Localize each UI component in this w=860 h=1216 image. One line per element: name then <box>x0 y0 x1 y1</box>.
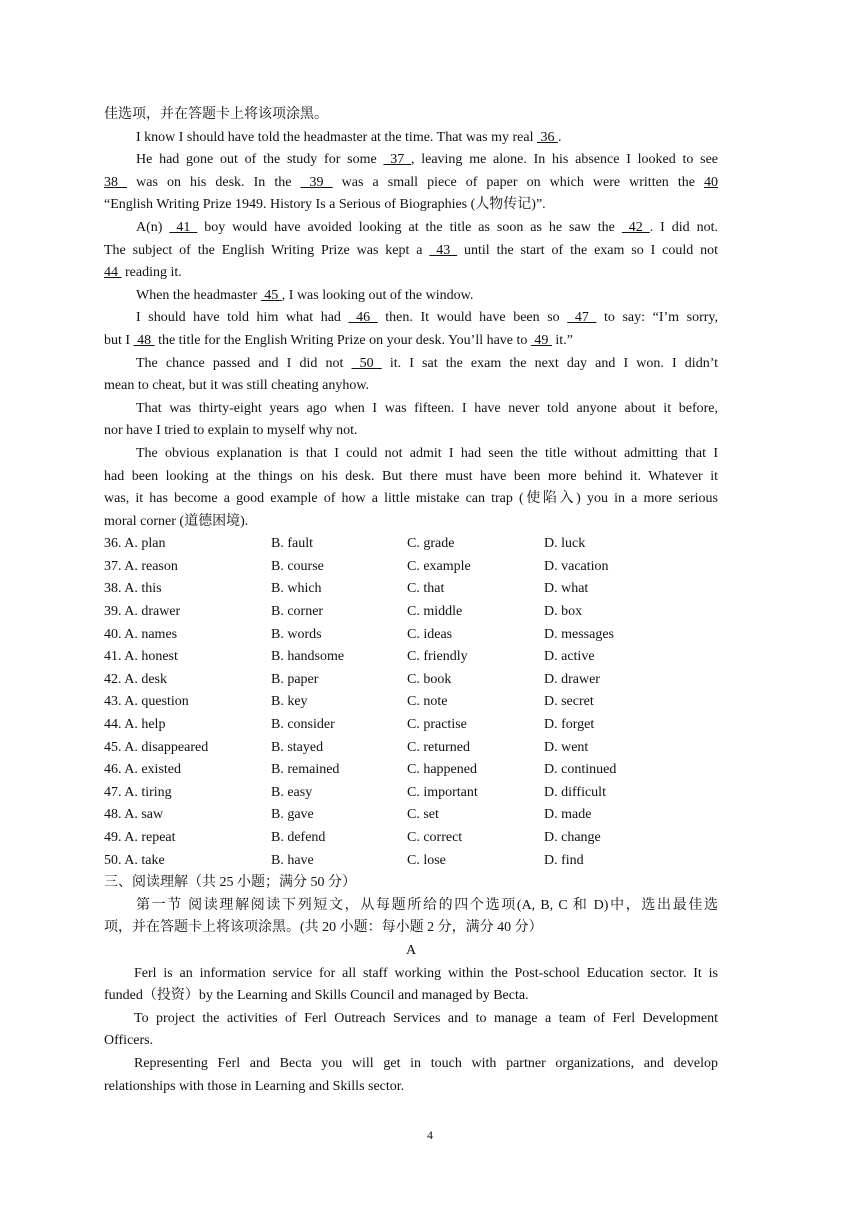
option-choice: D. went <box>544 739 589 755</box>
option-choice: B. paper <box>271 671 319 687</box>
option-choice: B. handsome <box>271 649 345 665</box>
option-row <box>104 601 718 624</box>
option-choice: 50. A. take <box>104 852 165 868</box>
option-choice: B. key <box>271 694 308 710</box>
text-line: “English Writing Prize 1949. History Is a Serious of Biographies (人物传记)”. <box>104 197 546 213</box>
options-table <box>104 533 718 872</box>
blank-39: 39 <box>300 174 333 190</box>
text-line: To project the activities of Ferl Outreach Services and to manage a team of Ferl Development <box>134 1010 718 1026</box>
option-choice: C. important <box>407 784 478 800</box>
option-row <box>104 646 718 669</box>
text-line: relationships with those in Learning and Skills sector. <box>104 1078 405 1094</box>
text-line: 38 was on his desk. In the 39 was a small piece of paper on which were written the 40 <box>104 174 719 190</box>
option-row <box>104 624 718 647</box>
option-choice: D. find <box>544 852 584 868</box>
blank-43: 43 <box>429 242 458 258</box>
text-line: I know I should have told the headmaster at the time. That was my real 36 . <box>136 129 562 145</box>
option-row <box>104 782 718 805</box>
text-line: The obvious explanation is that I could not admit I had seen the title without admitting that I <box>136 445 718 461</box>
section-instructions: 项，并在答题卡上将该项涂黑。(共 20 小题：每小题 2 分，满分 40 分） <box>104 920 543 936</box>
option-choice: C. friendly <box>407 649 468 665</box>
option-choice: B. which <box>271 581 322 597</box>
option-choice: 43. A. question <box>104 694 189 710</box>
option-choice: B. stayed <box>271 739 324 755</box>
option-choice: B. consider <box>271 717 335 733</box>
option-row <box>104 691 718 714</box>
option-choice: 36. A. plan <box>104 536 166 552</box>
text-line: 佳选项，并在答题卡上将该项涂黑。 <box>104 107 328 122</box>
option-choice: D. change <box>544 830 601 845</box>
blank-42: 42 <box>621 219 650 235</box>
option-row <box>104 669 718 692</box>
section-instructions: 第一节 阅读理解阅读下列短文，从每题所给的四个选项(A, B, C 和 D)中，选出最佳选 <box>136 897 718 913</box>
text-line: I should have told him what had 46 then. It would have been so 47 to say: “I’m sorry, <box>136 310 718 326</box>
option-choice: B. corner <box>271 604 324 620</box>
option-choice: D. difficult <box>544 784 606 800</box>
text-line: mean to cheat, but it was still cheating anyhow. <box>104 378 370 394</box>
option-choice: D. made <box>544 807 592 823</box>
option-choice: 42. A. desk <box>104 671 167 687</box>
section-heading: 三、阅读理解（共 25 小题；满分 50 分） <box>104 875 356 891</box>
option-choice: C. returned <box>407 739 470 755</box>
option-choice: D. drawer <box>544 671 600 687</box>
text-line: nor have I tried to explain to myself why not. <box>104 423 358 439</box>
option-choice: C. practise <box>407 717 467 733</box>
passage-label: A <box>405 942 417 958</box>
option-choice: B. easy <box>271 784 313 800</box>
text-line: The chance passed and I did not 50 it. I sat the exam the next day and I won. I didn’t <box>136 355 718 371</box>
text-line: had been looking at the things on his desk. But there must have been more behind it. Whatever it <box>104 468 718 484</box>
option-choice: B. remained <box>271 762 340 778</box>
option-choice: C. grade <box>407 536 455 552</box>
text-line: Officers. <box>104 1033 154 1049</box>
blank-46: 46 <box>348 310 378 326</box>
blank-40: 40 <box>704 174 719 190</box>
text-line: but I 48 the title for the English Writing Prize on your desk. You’ll have to 49 it.” <box>104 332 573 348</box>
option-choice: C. book <box>407 671 452 687</box>
option-choice: B. have <box>271 852 314 868</box>
blank-38: 38 <box>104 174 128 190</box>
blank-41: 41 <box>169 219 198 235</box>
option-choice: C. example <box>407 558 471 574</box>
blank-47: 47 <box>567 310 597 326</box>
text-line: 44 reading it. <box>104 265 182 281</box>
option-choice: C. middle <box>407 604 463 620</box>
option-row <box>104 850 718 873</box>
option-row <box>104 714 718 737</box>
option-choice: 45. A. disappeared <box>104 739 209 755</box>
text-line: A(n) 41 boy would have avoided looking at the title as soon as he saw the 42 . I did not. <box>136 219 718 235</box>
option-choice: 44. A. help <box>104 717 166 733</box>
option-choice: B. course <box>271 558 324 574</box>
option-choice: C. happened <box>407 762 477 778</box>
option-choice: B. fault <box>271 536 313 552</box>
option-choice: B. gave <box>271 807 314 823</box>
option-choice: 48. A. saw <box>104 807 164 823</box>
option-row <box>104 533 718 556</box>
option-choice: 40. A. names <box>104 626 178 642</box>
blank-36: 36 <box>536 129 558 145</box>
option-choice: D. active <box>544 649 595 665</box>
option-row <box>104 578 718 601</box>
document-page <box>104 104 718 1098</box>
option-choice: C. ideas <box>407 626 453 642</box>
option-choice: D. what <box>544 581 589 597</box>
option-choice: 37. A. reason <box>104 558 178 574</box>
text-line: When the headmaster 45 , I was looking out of the window. <box>136 287 474 303</box>
option-choice: C. note <box>407 694 448 710</box>
option-choice: D. continued <box>544 762 617 778</box>
blank-50: 50 <box>351 355 382 371</box>
blank-48: 48 <box>133 332 155 348</box>
option-choice: D. secret <box>544 694 594 710</box>
page-number: 4 <box>427 1128 433 1142</box>
text-line: Ferl is an information service for all staff working within the Post-school Education sector. It is <box>134 965 718 981</box>
option-row <box>104 556 718 579</box>
blank-37: 37 <box>383 152 411 168</box>
option-choice: 41. A. honest <box>104 649 178 665</box>
option-choice: D. vacation <box>544 558 609 574</box>
option-row <box>104 804 718 827</box>
option-choice: C. correct <box>407 830 463 845</box>
option-choice: C. set <box>407 807 439 823</box>
option-choice: B. defend <box>271 830 326 845</box>
text-line: Representing Ferl and Becta you will get in touch with partner organizations, and develop <box>134 1055 718 1071</box>
option-choice: 38. A. this <box>104 581 162 597</box>
text-line: funded（投资）by the Learning and Skills Council and managed by Becta. <box>104 988 529 1004</box>
option-row <box>104 759 718 782</box>
option-row <box>104 737 718 760</box>
blank-45: 45 <box>260 287 282 303</box>
option-choice: D. forget <box>544 717 595 733</box>
option-choice: C. that <box>407 581 445 597</box>
text-line: That was thirty-eight years ago when I was fifteen. I have never told anyone about it before, <box>136 400 718 416</box>
option-choice: D. messages <box>544 626 614 642</box>
option-choice: 39. A. drawer <box>104 604 181 620</box>
option-row <box>104 827 718 850</box>
blank-49: 49 <box>530 332 552 348</box>
option-choice: D. luck <box>544 536 586 552</box>
option-choice: 46. A. existed <box>104 762 181 778</box>
option-choice: C. lose <box>407 852 446 868</box>
option-choice: B. words <box>271 626 322 642</box>
option-choice: 49. A. repeat <box>104 830 176 845</box>
text-line: moral corner (道德困境). <box>104 513 249 529</box>
text-line: He had gone out of the study for some 37 , leaving me alone. In his absence I looked to see <box>136 152 719 168</box>
text-line: The subject of the English Writing Prize was kept a 43 until the start of the exam so I could not <box>104 242 719 258</box>
option-choice: D. box <box>544 604 583 620</box>
option-choice: 47. A. tiring <box>104 784 172 800</box>
text-line: was, it has become a good example of how a little mistake can trap (使陷入) you in a more serious <box>104 491 718 507</box>
blank-44: 44 <box>104 265 122 281</box>
